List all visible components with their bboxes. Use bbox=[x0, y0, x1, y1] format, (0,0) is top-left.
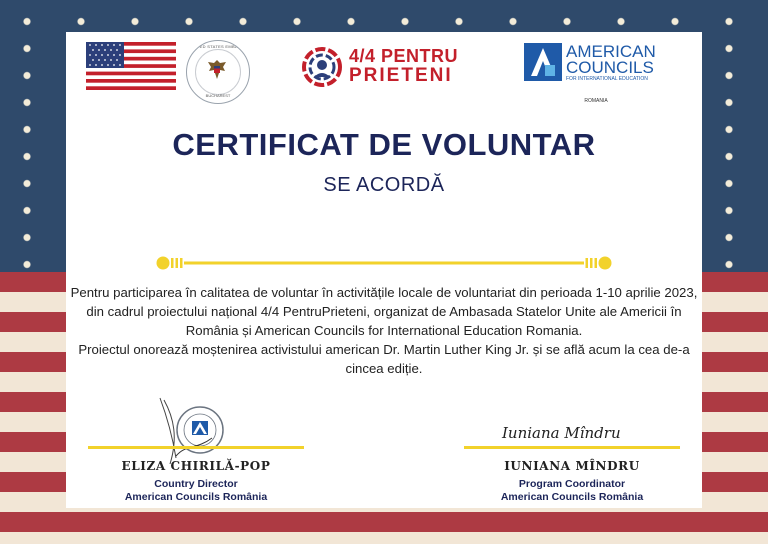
stamp-icon bbox=[156, 394, 230, 468]
pentru-prieteni-line1: 4/4 PENTRU bbox=[349, 46, 459, 66]
signature-iuniana: Iuniana Mîndru bbox=[502, 424, 621, 442]
seal-bottom-text: BUCHAREST bbox=[205, 93, 231, 98]
body-line: cincea ediție. bbox=[345, 361, 423, 376]
signatory-role-left: Country Director bbox=[154, 478, 238, 490]
seal-top-text: UNITED STATES EMBASSY bbox=[189, 44, 247, 49]
eagle-icon bbox=[205, 57, 229, 83]
american-councils-logo-icon bbox=[524, 43, 562, 81]
signatory-org-right: American Councils România bbox=[500, 491, 644, 503]
certificate-card bbox=[66, 32, 702, 508]
ac-name-line1: AMERICAN bbox=[566, 42, 656, 61]
ac-country: ROMANIA bbox=[584, 98, 608, 104]
signatory-name-left: ELIZA CHIRILĂ-POP bbox=[121, 459, 271, 473]
pentru-prieteni-logo-icon bbox=[302, 47, 342, 87]
ac-name-line2: COUNCILS bbox=[566, 58, 654, 77]
pentru-prieteni-line2: PRIETENI bbox=[349, 65, 453, 86]
ac-tagline: FOR INTERNATIONAL EDUCATION bbox=[566, 76, 648, 82]
signatory-role-right: Program Coordinator bbox=[518, 478, 626, 490]
us-flag-icon bbox=[86, 42, 176, 90]
body-line: din cadrul proiectului național 4/4 PentruPrieteni, organizat de Ambasada Statelor Unite ale Americii în bbox=[86, 304, 682, 319]
american-councils-logo bbox=[524, 42, 674, 102]
embassy-seal-icon bbox=[186, 40, 250, 104]
body-line: România și American Councils for International Education Romania. bbox=[185, 323, 583, 338]
body-line: Proiectul onorează moștenirea activistului american Dr. Martin Luther King Jr. și se află acum la cea de-a bbox=[78, 342, 690, 357]
certificate-subtitle: SE ACORDĂ bbox=[323, 174, 445, 196]
pentru-prieteni-logo bbox=[302, 46, 477, 86]
body-line: Pentru participarea în calitatea de voluntar în activitățile locale de voluntariat din perioada 1-10 aprilie 2023, bbox=[70, 285, 698, 300]
signatory-org-left: American Councils România bbox=[124, 491, 268, 503]
signature-line-right bbox=[464, 446, 680, 449]
signatory-name-right: IUNIANA MÎNDRU bbox=[504, 459, 640, 473]
certificate-title: CERTIFICAT DE VOLUNTAR bbox=[172, 127, 596, 162]
certificate-body bbox=[66, 283, 702, 378]
signature-line-left bbox=[88, 446, 304, 449]
gold-divider bbox=[156, 256, 612, 270]
